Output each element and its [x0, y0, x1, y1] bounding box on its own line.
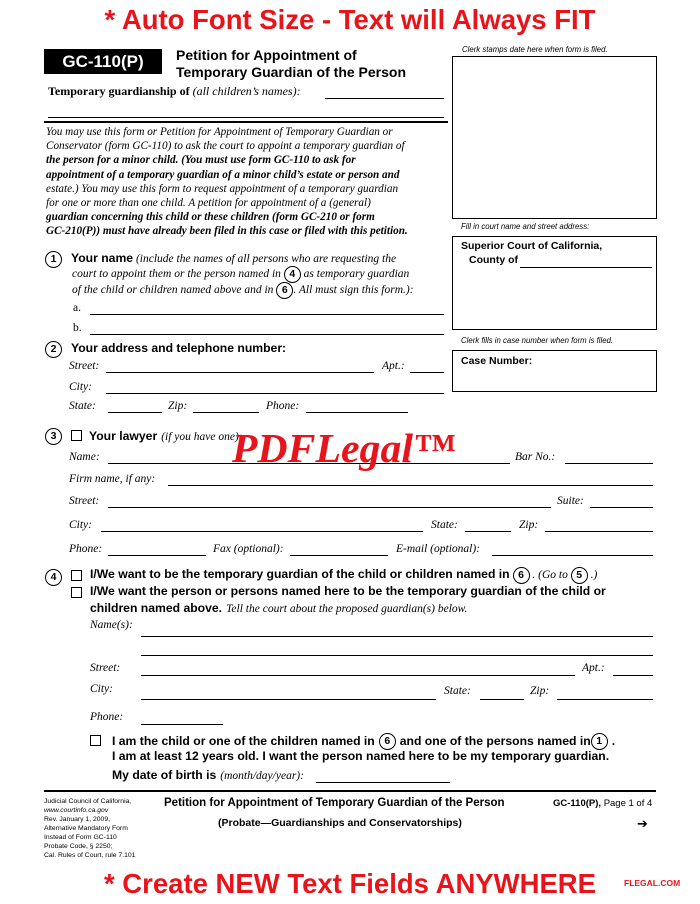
- item1-a-label: a.: [73, 302, 81, 314]
- item4-dob-italic: (month/day/year):: [220, 770, 304, 782]
- item3-email-field[interactable]: [492, 555, 653, 556]
- item2-apt-label: Apt.:: [382, 360, 405, 372]
- item3-number: 3: [45, 427, 62, 445]
- item2-zip-field[interactable]: [193, 412, 259, 413]
- item3-firm-field[interactable]: [168, 485, 653, 486]
- top-banner: * Auto Font Size - Text will Always FIT: [104, 4, 596, 35]
- children-names-field-2[interactable]: [48, 117, 444, 118]
- footer-page-number: Page 1 of 4: [603, 798, 653, 809]
- item3-city-label: City:: [69, 519, 92, 531]
- item4-child-text-b: and one of the persons named in: [399, 734, 591, 748]
- item3-zip-label: Zip:: [519, 519, 539, 531]
- county-label: County of: [469, 254, 518, 266]
- item1-desc-d: of the child or children named above and in: [72, 284, 274, 297]
- item2-state-field[interactable]: [108, 412, 162, 413]
- item4-phone-field[interactable]: [141, 724, 223, 725]
- guardianship-of-italic: (all children’s names):: [192, 84, 301, 98]
- item4-dob-row: [112, 766, 304, 784]
- bottom-banner: * Create NEW Text Fields ANYWHERE: [103, 868, 597, 899]
- item3-phone-label: Phone:: [69, 543, 103, 555]
- next-page-arrow-icon[interactable]: ➔: [637, 817, 648, 832]
- item1-desc-a: (include the names of all persons who are requesting the: [135, 253, 397, 265]
- item4-state-field[interactable]: [480, 699, 524, 700]
- item4-child-checkbox[interactable]: [90, 735, 101, 746]
- item2-zip-label: Zip:: [168, 400, 188, 412]
- item3-title-note: (if you have one):: [161, 431, 243, 443]
- intro-line: estate.) You may use this form to request appointment of a temporary guardian: [46, 182, 399, 195]
- guardianship-of-bold: Temporary guardianship of: [48, 84, 190, 98]
- footer-subtitle: (Probate—Guardianships and Conservatorships): [218, 817, 462, 829]
- item4-option1-checkbox[interactable]: [71, 570, 82, 581]
- footer-left-block: [44, 797, 135, 860]
- item1-b-label: b.: [73, 322, 82, 334]
- item4-option1-goto: . (Go to: [532, 569, 568, 582]
- item4-child-text-c: .: [611, 734, 616, 748]
- item3-fax-label: Fax (optional):: [213, 543, 284, 555]
- item1-desc-c: as temporary guardian: [303, 268, 410, 281]
- item4-option2-line2: [90, 599, 467, 617]
- case-number-label: Case Number:: [461, 355, 533, 367]
- item3-zip-field[interactable]: [545, 531, 653, 532]
- intro-line: You may use this form or Petition for Appointment of Temporary Guardian or: [46, 126, 393, 138]
- case-number-note: Clerk fills in case number when form is filed.: [461, 336, 614, 345]
- item1-title: Your name: [71, 251, 134, 265]
- item3-name-label: Name:: [69, 451, 100, 463]
- footer-left-line: Rev. January 1, 2009,: [44, 816, 110, 823]
- item4-names-label: Name(s):: [90, 619, 133, 631]
- footer-form-page: [553, 798, 652, 809]
- item4-zip-label: Zip:: [530, 685, 550, 697]
- item4-city-label: City:: [90, 683, 113, 695]
- clerk-stamp-box: [452, 56, 657, 219]
- header-rule: [44, 121, 448, 123]
- item2-apt-field[interactable]: [410, 372, 444, 373]
- item3-fax-field[interactable]: [290, 555, 388, 556]
- form-title-line1: Petition for Appointment of: [176, 47, 357, 63]
- item4-option1-text: I/We want to be the temporary guardian of the child or children named in: [90, 567, 510, 582]
- item4-phone-label: Phone:: [90, 711, 124, 723]
- item2-phone-field[interactable]: [306, 412, 408, 413]
- item4-option1-ref-6: 6: [513, 567, 530, 584]
- item4-child-ref-6: 6: [379, 733, 396, 750]
- item3-street-label: Street:: [69, 495, 100, 507]
- item4-names-field[interactable]: [141, 636, 653, 637]
- item3-lawyer-checkbox[interactable]: [71, 430, 82, 441]
- item2-phone-label: Phone:: [266, 400, 300, 412]
- item4-child-row2: I am at least 12 years old. I want the person named here to be my temporary guardian.: [112, 749, 610, 763]
- item2-street-label: Street:: [69, 360, 100, 372]
- item4-number: 4: [45, 568, 62, 586]
- item4-street-field[interactable]: [141, 675, 575, 676]
- item1-name-b-field[interactable]: [90, 334, 444, 335]
- item2-city-field[interactable]: [106, 393, 444, 394]
- item4-street-label: Street:: [90, 662, 121, 674]
- intro-line: GC-210(P)) must have already been filed in this case or filed with this petition.: [46, 225, 408, 238]
- item3-city-field[interactable]: [101, 531, 423, 532]
- item4-option2-checkbox[interactable]: [71, 587, 82, 598]
- pdflegal-watermark: PDFLegal™: [231, 425, 455, 471]
- form-number-badge: GC-110(P): [44, 49, 162, 74]
- item2-number: 2: [45, 340, 62, 358]
- item1-desc-row2: [72, 266, 409, 283]
- item4-city-field[interactable]: [141, 699, 436, 700]
- item3-title-row: [89, 427, 243, 445]
- clerk-stamp-note: Clerk stamps date here when form is filed.: [462, 45, 608, 54]
- item1-desc-e: . All must sign this form.):: [293, 284, 414, 297]
- form-title-line2: Temporary Guardian of the Person: [176, 64, 407, 80]
- footer-left-line: Alternative Mandatory Form: [44, 825, 128, 832]
- item3-email-label: E-mail (optional):: [396, 543, 480, 555]
- footer-form-number: GC-110(P),: [553, 798, 602, 809]
- item1-title-row: [71, 251, 396, 265]
- item4-apt-label: Apt.:: [582, 662, 605, 674]
- item2-state-label: State:: [69, 400, 96, 412]
- footer-left-line: Instead of Form GC-110: [44, 834, 117, 841]
- item1-desc-row3: [72, 282, 414, 299]
- footer-title: Petition for Appointment of Temporary Guardian of the Person: [164, 797, 505, 809]
- item4-option1-goto-end: .): [590, 569, 598, 582]
- intro-line: for one or more than one child. A petition for appointment of a (general): [46, 197, 371, 210]
- court-note: Fill in court name and street address:: [461, 222, 590, 231]
- footer-left-line: www.courtinfo.ca.gov: [44, 807, 109, 814]
- item3-bar-field[interactable]: [565, 463, 653, 464]
- url-fragment: FLEGAL.COM: [624, 878, 681, 888]
- footer-left-line: Probate Code, § 2250;: [44, 843, 113, 850]
- guardianship-of-label: [48, 84, 301, 99]
- item4-option1-ref-5: 5: [571, 567, 588, 584]
- item4-option1-row: [90, 567, 597, 584]
- county-field[interactable]: [520, 267, 652, 268]
- item1-name-a-field[interactable]: [90, 314, 444, 315]
- item4-child-row1: [112, 732, 615, 750]
- item4-zip-field[interactable]: [557, 699, 653, 700]
- item3-firm-label: Firm name, if any:: [69, 473, 156, 485]
- item4-apt-field[interactable]: [613, 675, 653, 676]
- item3-suite-label: Suite:: [557, 495, 584, 507]
- intro-line: Conservator (form GC-110) to ask the court to appoint a temporary guardian of: [46, 140, 405, 153]
- intro-line: appointment of a temporary guardian of a minor child’s estate or person and: [46, 168, 400, 181]
- item4-option2-line1: I/We want the person or persons named here to be the temporary guardian of the child or: [90, 584, 606, 598]
- item3-state-label: State:: [431, 519, 458, 531]
- item1-desc-b: court to appoint them or the person named in: [72, 268, 281, 281]
- intro-line: guardian concerning this child or these children (form GC-210 or form: [46, 211, 375, 224]
- children-names-field[interactable]: [325, 98, 444, 99]
- item4-dob-field[interactable]: [316, 782, 450, 783]
- item3-bar-label: Bar No.:: [515, 451, 556, 463]
- item1-ref-4: 4: [284, 266, 301, 283]
- intro-paragraph: [46, 125, 454, 239]
- item4-child-text-a: I am the child or one of the children named in: [112, 734, 375, 748]
- item2-city-label: City:: [69, 381, 92, 393]
- item2-title: Your address and telephone number:: [71, 341, 287, 355]
- item4-option2-bold: children named above.: [90, 601, 223, 615]
- court-name: Superior Court of California,: [461, 240, 603, 252]
- item4-child-ref-1: 1: [591, 733, 608, 750]
- footer-rule: [44, 790, 656, 792]
- footer-left-line: Judicial Council of California,: [44, 798, 132, 805]
- item1-number: 1: [45, 250, 62, 268]
- item3-title: Your lawyer: [89, 429, 158, 443]
- item2-street-field[interactable]: [106, 372, 374, 373]
- item3-phone-field[interactable]: [108, 555, 206, 556]
- item3-suite-field[interactable]: [590, 507, 653, 508]
- item4-option2-italic: Tell the court about the proposed guardian(s) below.: [226, 603, 468, 615]
- item1-ref-6: 6: [276, 282, 293, 299]
- item4-dob-bold: My date of birth is: [112, 768, 217, 782]
- item3-state-field[interactable]: [465, 531, 511, 532]
- item3-street-field[interactable]: [108, 507, 551, 508]
- footer-left-line: Cal. Rules of Court, rule 7.101: [44, 852, 136, 859]
- intro-line: the person for a minor child. (You must use form GC-110 to ask for: [46, 154, 356, 167]
- item4-names-field-2[interactable]: [141, 655, 653, 656]
- item4-state-label: State:: [444, 685, 471, 697]
